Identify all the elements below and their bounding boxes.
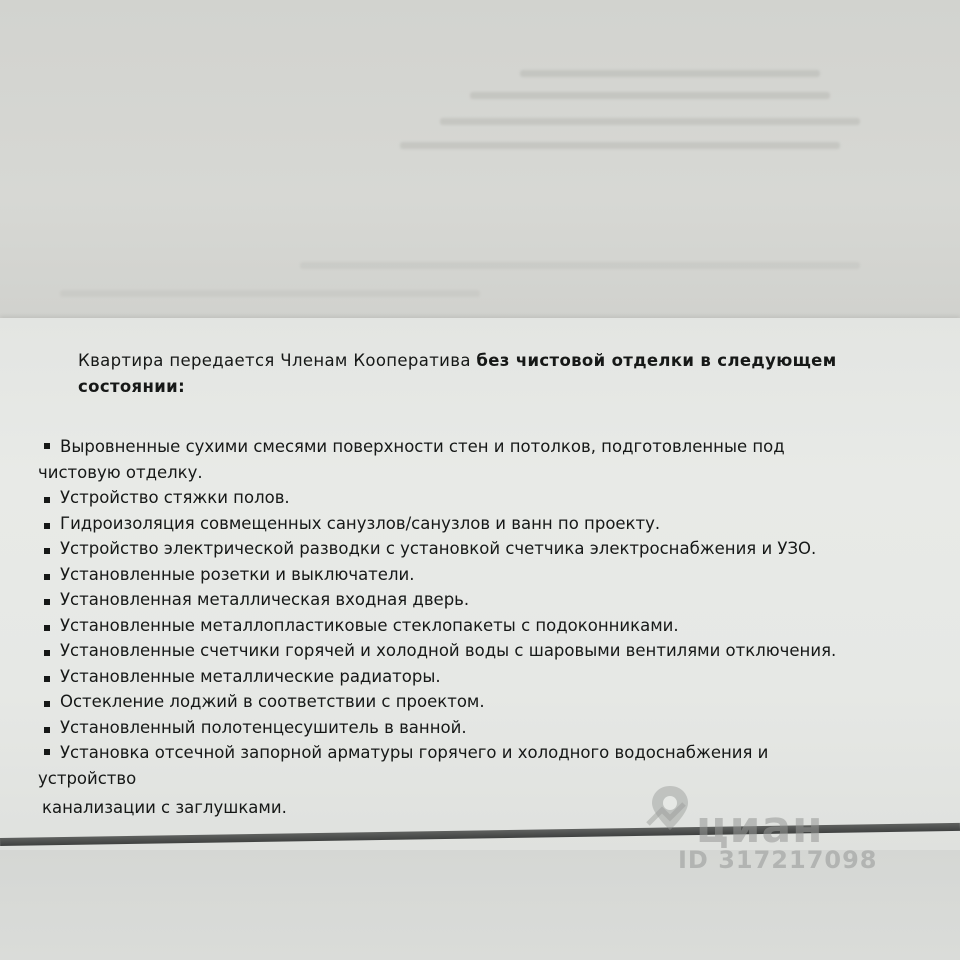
list-item-text: Установленные счетчики горячей и холодной воды с шаровыми вентилями отключения. — [60, 641, 837, 660]
bullet-icon — [44, 443, 50, 449]
faint-bleed-through-text — [0, 0, 960, 330]
watermark-brand: циан — [696, 802, 824, 853]
list-item — [38, 536, 918, 562]
list-item-text: Установленные металлические радиаторы. — [60, 666, 441, 686]
bullet-icon — [44, 701, 50, 707]
list-item-text: Установленные металлопластиковые стеклопакеты с подоконниками. — [60, 615, 679, 635]
list-item-text: Выровненные сухими смесями поверхности стен и потолков, подготовленные под — [60, 437, 785, 456]
list-item-text: Устройство стяжки полов. — [60, 488, 290, 507]
list-item — [38, 434, 918, 460]
list-item — [38, 715, 918, 741]
list-item — [38, 638, 918, 664]
watermark — [640, 780, 880, 880]
bullet-icon — [44, 574, 50, 580]
list-item-continuation: чистовую отделку. — [38, 462, 203, 482]
list-item — [38, 613, 918, 639]
location-pin-icon — [640, 780, 700, 840]
list-item-text: Установленная металлическая входная дверь. — [60, 590, 470, 609]
list-item-text: Устройство электрической разводки с установкой счетчика электроснабжения и УЗО. — [60, 539, 817, 558]
intro-bold-text-2: состоянии: — [78, 377, 186, 396]
document-body — [38, 348, 918, 821]
intro-plain-text: Квартира передается Членам Кооператива — [78, 351, 477, 370]
bullet-icon — [44, 497, 50, 503]
watermark-id: ID 317217098 — [678, 846, 878, 874]
list-item-text: Установленный полотенцесушитель в ванной. — [60, 717, 467, 737]
bullet-icon — [44, 727, 50, 733]
intro-paragraph — [78, 348, 918, 400]
list-item-text: Гидроизоляция совмещенных санузлов/санузлов и ванн по проекту. — [60, 513, 661, 533]
bullet-icon — [44, 749, 50, 755]
list-item — [38, 587, 918, 613]
list-item-text: Остекление лоджий в соответствии с проектом. — [60, 692, 485, 711]
bullet-icon — [44, 523, 50, 529]
list-item-continuation: устройство — [38, 768, 137, 788]
bullet-icon — [44, 599, 50, 605]
list-item — [38, 485, 918, 511]
bullet-icon — [44, 625, 50, 631]
list-item — [38, 511, 918, 537]
list-item-text: Установленные розетки и выключатели. — [60, 564, 415, 584]
list-item — [38, 562, 918, 588]
intro-bold-text: без чистовой отделки в следующем — [476, 351, 837, 370]
list-item — [38, 740, 918, 766]
list-item-continuation: канализации с заглушками. — [42, 798, 287, 817]
bullet-icon — [44, 676, 50, 682]
list-item — [38, 664, 918, 690]
bullet-icon — [44, 650, 50, 656]
bullet-icon — [44, 548, 50, 554]
list-item-text: Установка отсечной запорной арматуры горячего и холодного водоснабжения и — [60, 743, 769, 762]
list-item — [38, 689, 918, 715]
